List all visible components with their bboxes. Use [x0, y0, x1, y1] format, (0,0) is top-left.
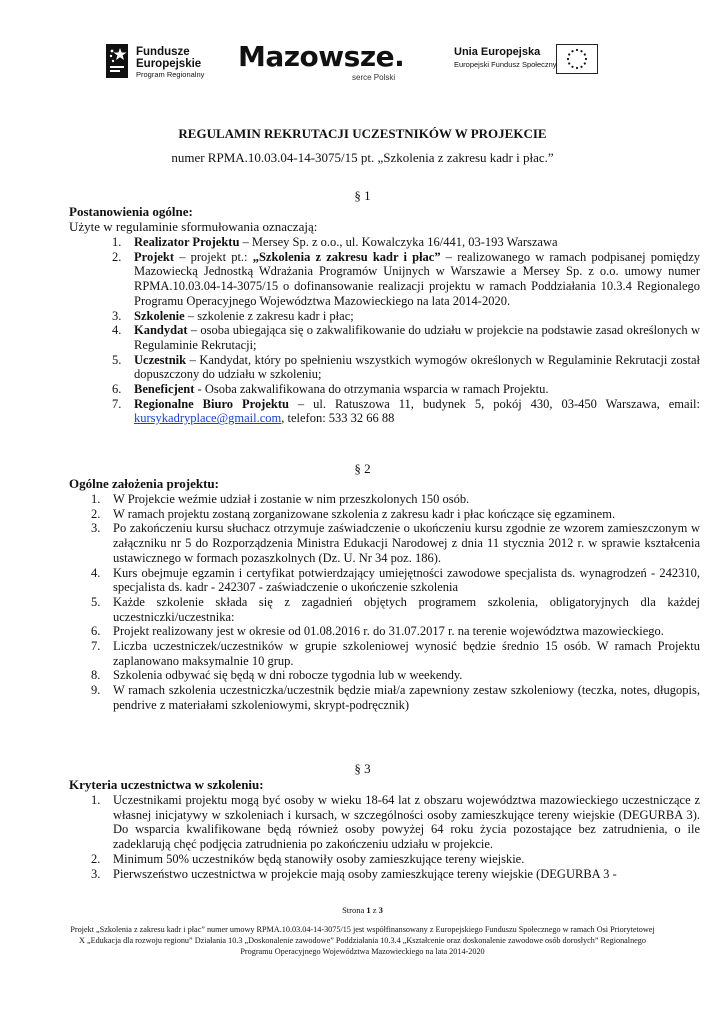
list-item-number: 5. — [112, 352, 122, 367]
list-item-number: 6. — [91, 624, 101, 639]
list-item-number: 9. — [91, 683, 101, 698]
page-number-prefix: Strona — [342, 905, 367, 915]
ue-logo-line2: Europejski Fundusz Społeczny — [454, 60, 557, 69]
list-item-text: W Projekcie weźmie udział i zostanie w nim przeszkolonych 150 osób. — [113, 492, 470, 506]
term: Projekt — [134, 249, 175, 264]
list-item-text: Pierwszeństwo uczestnictwa w projekcie mają osoby zamieszkujące tereny wiejskie (DEGURBA 3 - — [113, 866, 617, 881]
definition-text: – projekt pt.: — [174, 249, 253, 264]
term: Szkolenie — [134, 308, 185, 323]
list-item-number: 7. — [91, 639, 101, 654]
term: Uczestnik — [134, 352, 187, 367]
list-item-text: Uczestnikami projektu mogą być osoby w wieku 18-64 lat z obszaru województwa mazowieckiego uczestniczące z własnej inicjatywy w szkoleniach i kursach, w szczególności osoby zamieszkujące tereny wiejskie (DEGURBA 3). Do wsparcia kwalifikowane będą również osoby powyżej 64 roku życia pozostające bez zatrudnienia, o ile zadeklarują chęć podjęcia zatrudnienia po zakończeniu udziału w projekcie. — [113, 793, 700, 852]
list-item — [0, 382, 700, 397]
list-item-text: Liczba uczestniczek/uczestników w grupie szkoleniowej wynosić będzie średnio 15 osób. W ramach Projektu zaplanowano maksymalnie 10 grup. — [113, 639, 700, 668]
ue-logo-line1: Unia Europejska — [454, 46, 541, 58]
term: Kandydat — [134, 323, 188, 338]
list-item — [0, 867, 700, 882]
definition-text: - Osoba zakwalifikowana do otrzymania wsparcia w ramach Projektu. — [194, 382, 549, 397]
definition-text: – Kandydat, który po spełnieniu wszystkich wymogów określonych w Regulaminie Rekrutacji został dopuszczony do udziału w szkoleniu; — [134, 352, 700, 382]
list-item-text: Projekt realizowany jest w okresie od 01.08.2016 r. do 31.07.2017 r. na terenie województwa mazowieckiego. — [113, 624, 664, 639]
list-item-number: 2. — [91, 506, 101, 521]
page-number-total: 3 — [378, 905, 383, 915]
definitions-list — [0, 235, 725, 426]
definition-text: – osoba ubiegająca się o zakwalifikowanie do udziału w projekcie na podstawie zasad określonych w Regulaminie Rekrutacji; — [134, 323, 700, 352]
list-item — [0, 639, 700, 668]
list-item-text: W ramach szkolenia uczestniczka/uczestnik będzie miał/a zapewniony zestaw szkoleniowy (teczka, notes, długopis, pendrive z materiałami szkoleniowymi, skrypt-podręcznik) — [113, 683, 700, 712]
term: Realizator Projektu — [134, 235, 240, 249]
list-item-text: Kurs obejmuje egzamin i certyfikat potwierdzający umiejętności zawodowe specjalista ds. wynagrodzeń - 242310, specjalista ds. kadr - 242307 - zaświadczenie o ukończenie szkolenia — [113, 565, 700, 595]
list-item-text: Minimum 50% uczestników będą stanowiły osoby zamieszkujące tereny wiejskie. — [113, 851, 525, 866]
fe-logo-line2: Europejskie — [136, 58, 202, 70]
section-3-heading: Kryteria uczestnictwa w szkoleniu: — [69, 777, 264, 792]
list-item-number: 6. — [112, 382, 122, 397]
email-link[interactable]: kursykadryplace@gmail.com — [134, 411, 282, 426]
funding-footer: Projekt „Szkolenia z zakresu kadr i płac” numer umowy RPMA.10.03.04-14-3075/15 jest współfinansowany z Europejskiego Funduszu Społecznego w ramach Osi Priorytetowej X „Edukacja dla rozwoju regionu” Działania 10.3 „Doskonalenie zawodowe” Poddziałania 10.3.4 „Kształcenie oraz doskonalenie zawodowe osób dorosłych” Regionalnego Programu Operacyjnego Województwa Mazowieckiego na lata 2014-2020 — [70, 925, 655, 956]
list-item-text: Szkolenia odbywać się będą w dni robocze tygodnia lub w weekendy. — [113, 668, 463, 683]
mazowsze-logo-tagline: serce Polski — [352, 73, 396, 82]
term: Regionalne Biuro Projektu — [134, 396, 289, 411]
assumptions-list — [0, 492, 725, 713]
list-item-number: 1. — [91, 492, 101, 506]
definition-text: – Mersey Sp. z o.o., ul. Kowalczyka 16/441, 03-193 Warszawa — [239, 235, 558, 249]
list-item-number: 7. — [112, 396, 122, 411]
fe-logo-line1: Fundusze — [136, 46, 190, 58]
list-item-number: 5. — [91, 594, 101, 609]
list-item-number: 4. — [91, 565, 101, 580]
list-item — [0, 793, 700, 852]
list-item — [0, 507, 700, 522]
section-1-intro: Użyte w regulaminie sformułowania oznaczają: — [69, 219, 318, 234]
list-item — [0, 235, 700, 250]
list-item-text: W ramach projektu zostaną zorganizowane szkolenia z zakresu kadr i płac kończące się egzaminem. — [113, 506, 616, 521]
project-title: „Szkolenia z zakresu kadr i płac” — [252, 249, 441, 264]
list-item — [0, 492, 700, 507]
page-number-mid: z — [370, 905, 379, 915]
list-item-number: 2. — [91, 851, 101, 866]
list-item — [0, 668, 700, 683]
document-title: REGULAMIN REKRUTACJI UCZESTNIKÓW W PROJEKCIE — [178, 126, 547, 141]
list-item — [0, 323, 700, 352]
list-item — [0, 250, 700, 309]
definition-text: – ul. Ratuszowa 11, budynek 5, pokój 430, 03-450 Warszawa, email: — [288, 396, 700, 411]
eu-flag-icon — [556, 44, 598, 74]
fe-logo-line3: Program Regionalny — [136, 70, 205, 79]
definition-text: , telefon: 533 32 66 88 — [281, 411, 395, 426]
list-item-number: 8. — [91, 668, 101, 683]
fundusze-europejskie-star-icon — [106, 42, 132, 80]
list-item-number: 4. — [112, 323, 122, 338]
section-1-paragraph-mark: § 1 — [354, 188, 371, 203]
list-item-text: Każde szkolenie składa się z zagadnień objętych programem szkolenia, obligatoryjnych dla każdej uczestniczki/uczestnika: — [113, 594, 700, 624]
mazowsze-logo — [238, 40, 418, 86]
list-item-text: Po zakończeniu kursu słuchacz otrzymuje zaświadczenie o ukończeniu kursu zgodnie ze wzorem zamieszczonym w załączniku nr 5 do Rozporządzenia Ministra Edukacji Narodowej z dnia 11 stycznia 2012 r. w sprawie kształcenia ustawicznego w formach pozaszkolnych (Dz. U. Nr 34 poz. 186). — [113, 521, 700, 565]
section-2-paragraph-mark: § 2 — [354, 461, 371, 476]
term: Beneficjent — [134, 382, 195, 397]
list-item-number: 3. — [91, 521, 101, 536]
list-item-number: 3. — [112, 308, 122, 323]
list-item — [0, 624, 700, 639]
list-item-number: 2. — [112, 249, 122, 264]
section-1-heading: Postanowienia ogólne: — [69, 204, 193, 219]
list-item-number: 3. — [91, 866, 101, 881]
list-item — [0, 595, 700, 624]
fundusze-europejskie-logo — [106, 42, 226, 82]
criteria-list — [0, 793, 725, 881]
list-item — [0, 353, 700, 382]
list-item — [0, 566, 700, 595]
document-subtitle: numer RPMA.10.03.04-14-3075/15 pt. „Szkolenia z zakresu kadr i płac.” — [171, 150, 554, 165]
list-item-number: 1. — [112, 235, 122, 249]
list-item — [0, 683, 700, 712]
list-item — [0, 521, 700, 565]
section-2-heading: Ogólne założenia projektu: — [69, 476, 219, 491]
page-number — [0, 905, 725, 915]
definition-text: – realizowanego w ramach podpisanej pomiędzy Mazowiecką Jednostką Wdrażania Programów Unijnych w Warszawie a Mersey Sp. z o.o. umowy numer RPMA.10.03.04-14-3075/15 o dofinansowanie realizacji projektu w ramach Poddziałania 10.3.4 Regionalego Programu Operacyjnego Województwa Mazowieckiego na lata 2014-2020. — [134, 249, 700, 308]
page-number-current: 1 — [366, 905, 371, 915]
list-item — [0, 852, 700, 867]
definition-text: – szkolenie z zakresu kadr i płac; — [184, 308, 354, 323]
list-item — [0, 397, 700, 426]
mazowsze-logo-word: Mazowsze. — [238, 40, 405, 73]
list-item-number: 1. — [91, 793, 101, 807]
list-item — [0, 309, 700, 324]
header-logos — [0, 38, 725, 88]
section-3-paragraph-mark: § 3 — [354, 761, 371, 776]
unia-europejska-logo — [454, 44, 624, 84]
